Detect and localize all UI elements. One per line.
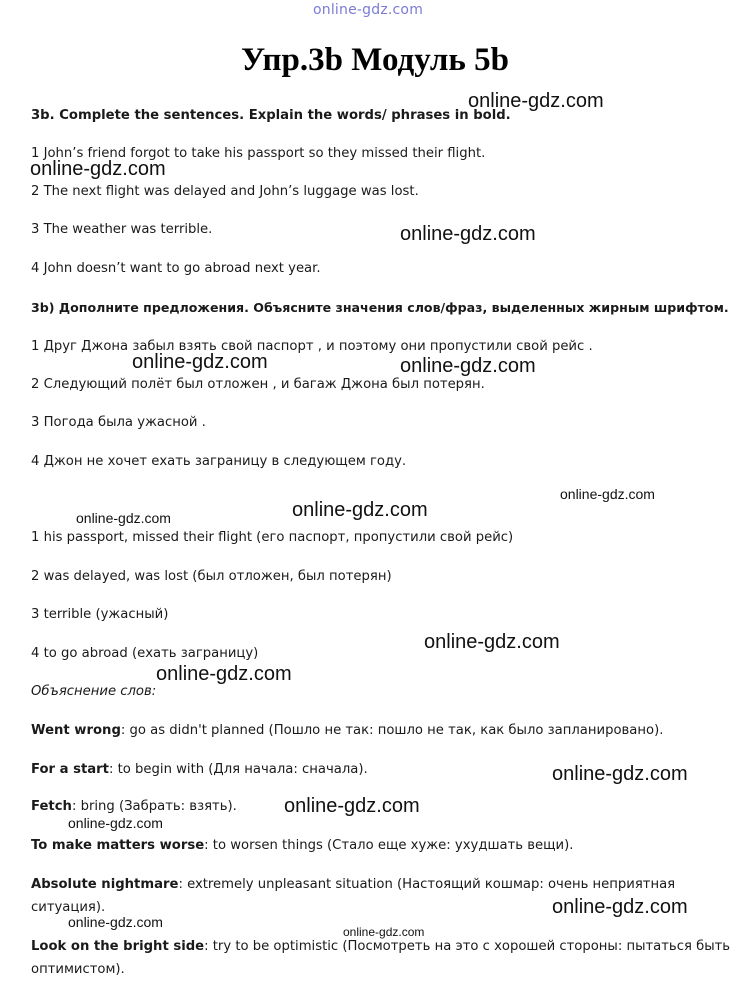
russian-task-heading: 3b) Дополните предложения. Объясните значения слов/фраз, выделенных жирным шрифтом. bbox=[31, 300, 729, 315]
glossary-item bbox=[31, 723, 663, 738]
glossary-definition: : try to be optimistic (Посмотреть на это с хорошей стороны: пытаться быть bbox=[204, 939, 731, 954]
watermark: online-gdz.com bbox=[68, 815, 163, 831]
watermark: online-gdz.com bbox=[30, 158, 166, 180]
watermark: online-gdz.com bbox=[400, 223, 536, 245]
russian-sentence-3: 3 Погода была ужасной . bbox=[31, 415, 206, 430]
glossary-item bbox=[31, 838, 573, 853]
glossary-item bbox=[31, 799, 237, 814]
glossary-term: Absolute nightmare bbox=[31, 877, 179, 892]
page-title: Упр.3b Модуль 5b bbox=[241, 42, 509, 78]
english-sentence-2: 2 The next flight was delayed and John’s luggage was lost. bbox=[31, 184, 419, 199]
glossary-term: For a start bbox=[31, 762, 109, 777]
russian-sentence-4: 4 Джон не хочет ехать заграницу в следующем году. bbox=[31, 454, 407, 469]
english-sentence-4: 4 John doesn’t want to go abroad next year. bbox=[31, 261, 321, 276]
watermark: online-gdz.com bbox=[468, 90, 604, 112]
glossary-definition: : go as didn't planned (Пошло не так: пошло не так, как было запланировано). bbox=[120, 723, 664, 738]
glossary-definition-continuation: ситуация). bbox=[31, 900, 106, 915]
glossary-definition: : extremely unpleasant situation (Настоящий кошмар: очень неприятная bbox=[178, 877, 676, 892]
russian-sentence-2: 2 Следующий полёт был отложен , и багаж Джона был потерян. bbox=[31, 377, 485, 392]
glossary-definition: : to worsen things (Стало еще хуже: ухудшать вещи). bbox=[204, 838, 574, 853]
answer-4: 4 to go abroad (ехать заграницу) bbox=[31, 646, 259, 661]
watermark: online-gdz.com bbox=[424, 631, 560, 653]
watermark: online-gdz.com bbox=[400, 355, 536, 377]
glossary-definition-continuation: оптимистом). bbox=[31, 962, 125, 977]
watermark: online-gdz.com bbox=[560, 486, 655, 502]
glossary-item bbox=[31, 762, 368, 777]
russian-sentence-1: 1 Друг Джона забыл взять свой паспорт , и поэтому они пропустили свой рейс . bbox=[31, 339, 593, 354]
top-watermark: online-gdz.com bbox=[313, 2, 424, 18]
watermark: online-gdz.com bbox=[343, 925, 425, 939]
watermark: online-gdz.com bbox=[284, 795, 420, 817]
glossary-item bbox=[31, 939, 730, 954]
watermark: online-gdz.com bbox=[132, 351, 268, 373]
watermark: online-gdz.com bbox=[68, 914, 163, 930]
glossary-term: Went wrong bbox=[31, 723, 121, 738]
glossary-term: To make matters worse bbox=[31, 838, 205, 853]
english-sentence-1: 1 John’s friend forgot to take his passport so they missed their flight. bbox=[31, 146, 486, 161]
answer-1: 1 his passport, missed their flight (его паспорт, пропустили свой рейс) bbox=[31, 530, 514, 545]
answer-3: 3 terrible (ужасный) bbox=[31, 607, 169, 622]
glossary-item bbox=[31, 877, 675, 892]
watermark: online-gdz.com bbox=[552, 763, 688, 785]
english-sentence-3: 3 The weather was terrible. bbox=[31, 222, 213, 237]
explanation-heading: Объяснение слов: bbox=[31, 684, 157, 699]
glossary-term: Fetch bbox=[31, 799, 72, 814]
glossary-term: Look on the bright side bbox=[31, 939, 205, 954]
watermark: online-gdz.com bbox=[76, 510, 171, 526]
english-task-heading: 3b. Complete the sentences. Explain the words/ phrases in bold. bbox=[31, 108, 511, 123]
watermark: online-gdz.com bbox=[292, 499, 428, 521]
watermark: online-gdz.com bbox=[156, 663, 292, 685]
answer-2: 2 was delayed, was lost (был отложен, был потерян) bbox=[31, 569, 392, 584]
glossary-definition: : to begin with (Для начала: сначала). bbox=[108, 762, 368, 777]
glossary-definition: : bring (Забрать: взять). bbox=[71, 799, 237, 814]
watermark: online-gdz.com bbox=[552, 896, 688, 918]
